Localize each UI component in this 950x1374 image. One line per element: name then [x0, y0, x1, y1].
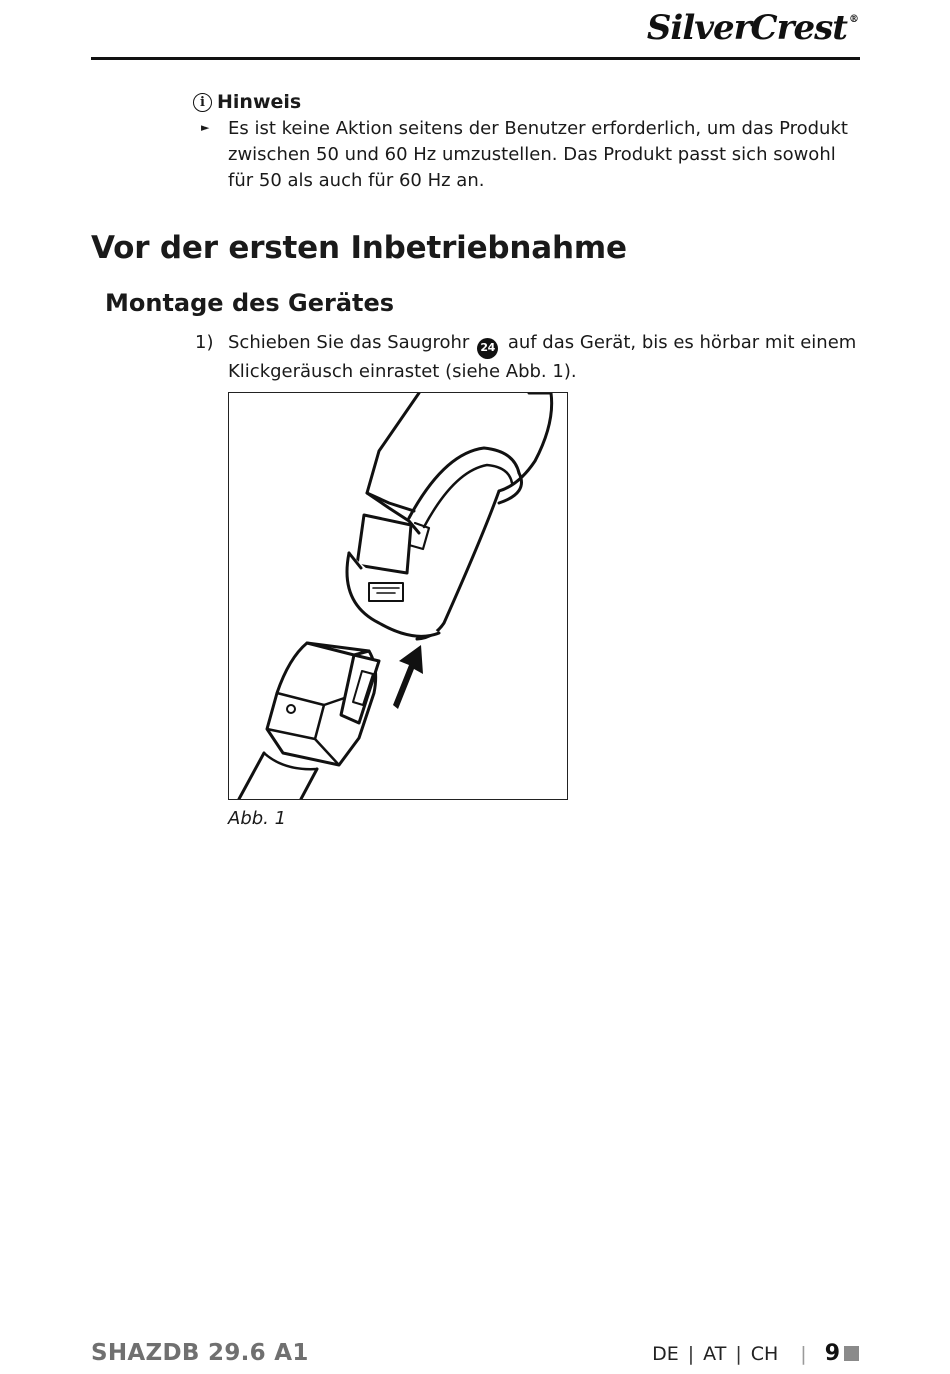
- step-number: 1): [195, 332, 214, 353]
- step-text: [228, 330, 858, 385]
- step-text-after: auf das Gerät, bis es hörbar mit einem Klickgeräusch einrastet (siehe Abb. 1).: [228, 332, 857, 382]
- divider: |: [800, 1342, 807, 1365]
- subsection-title: Montage des Gerätes: [105, 289, 395, 317]
- figure-illustration: [228, 392, 568, 800]
- page-number: 9: [824, 1341, 840, 1366]
- note-text: Es ist keine Aktion seitens der Benutzer erforderlich, um das Produkt zwischen 50 und 60 Hz umzustellen. Das Produkt passt sich sowohl für 50 als auch für 60 Hz an.: [228, 118, 848, 191]
- part-reference-badge: 24: [477, 338, 498, 359]
- header-rule: [91, 57, 860, 60]
- lang-de: DE: [652, 1342, 679, 1365]
- vacuum-tube-assembly-illustration: [229, 393, 567, 799]
- registered-mark: ®: [849, 14, 858, 25]
- figure-caption: Abb. 1: [228, 808, 287, 829]
- brand-name: SilverCrest: [646, 8, 847, 48]
- divider: |: [735, 1342, 742, 1365]
- section-title: Vor der ersten Inbetriebnahme: [91, 230, 627, 266]
- footer-right: [652, 1341, 859, 1366]
- lang-ch: CH: [750, 1342, 779, 1365]
- divider: |: [687, 1342, 695, 1365]
- note-title: Hinweis: [217, 91, 302, 113]
- page-marker-square: [844, 1346, 859, 1361]
- step-text-before: Schieben Sie das Saugrohr: [228, 332, 470, 353]
- model-number: SHAZDB 29.6 A1: [91, 1340, 309, 1366]
- info-icon: i: [193, 93, 212, 112]
- bullet-arrow-icon: ►: [201, 121, 210, 134]
- brand-logo: [647, 8, 858, 48]
- note-heading: [193, 91, 301, 113]
- lang-at: AT: [703, 1342, 727, 1365]
